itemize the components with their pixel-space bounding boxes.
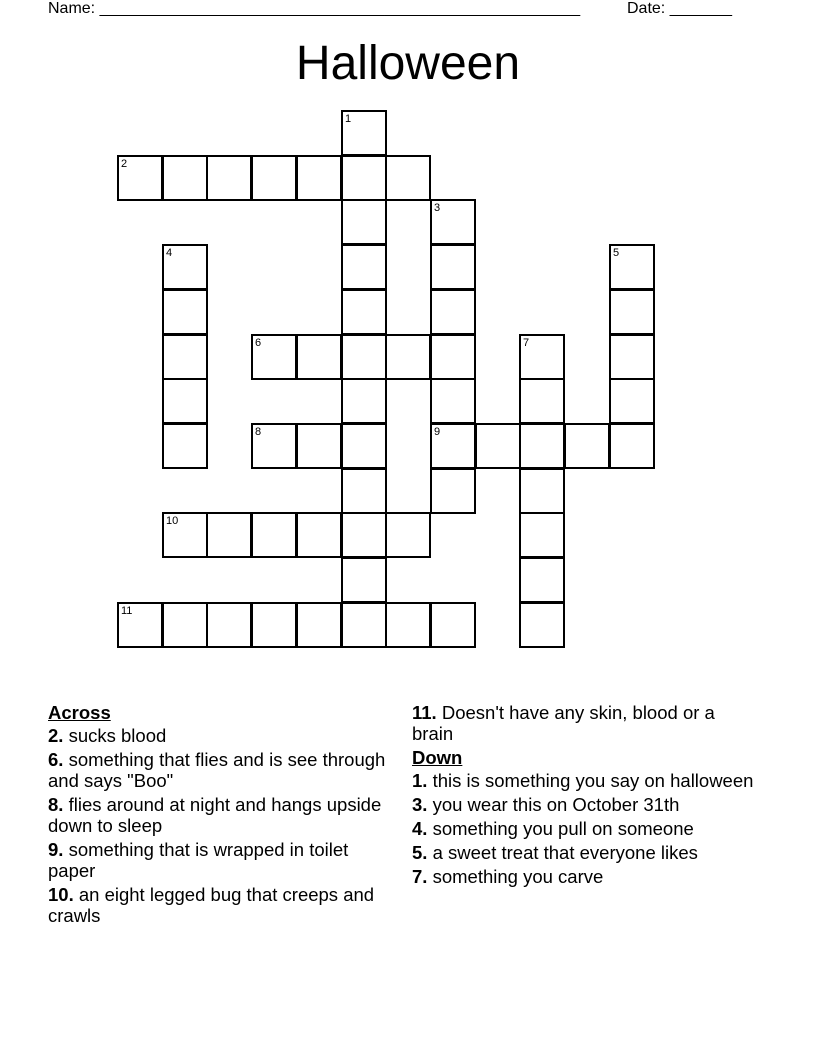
crossword-cell[interactable] [341, 468, 387, 514]
crossword-cell[interactable] [341, 423, 387, 469]
crossword-cell[interactable] [519, 423, 565, 469]
crossword-cell[interactable] [609, 334, 655, 380]
crossword-cell[interactable] [609, 244, 655, 290]
crossword-cell[interactable] [564, 423, 610, 469]
crossword-cell[interactable] [430, 378, 476, 424]
crossword-cell[interactable] [162, 602, 208, 648]
crossword-cell[interactable] [519, 512, 565, 558]
clue-number-label: 11 [121, 605, 133, 617]
crossword-cell[interactable] [206, 155, 252, 201]
crossword-cell[interactable] [206, 602, 252, 648]
clue-text: this is something you say on halloween [427, 770, 754, 791]
crossword-cell[interactable] [296, 334, 342, 380]
clues-column-right [412, 702, 757, 890]
crossword-cell[interactable] [341, 244, 387, 290]
clue-number-label: 4 [166, 247, 173, 259]
clue-number-label: 6 [255, 337, 262, 349]
clue-number: 5. [412, 842, 428, 863]
crossword-cell[interactable] [430, 602, 476, 648]
across-clue [48, 749, 393, 791]
crossword-cell[interactable] [341, 557, 387, 603]
clue-number-label: 10 [166, 515, 179, 527]
clue-number: 11. [412, 702, 437, 723]
clue-number-label: 8 [255, 426, 262, 438]
crossword-cell[interactable] [206, 512, 252, 558]
crossword-cell[interactable] [341, 289, 387, 335]
crossword-cell[interactable] [251, 512, 297, 558]
crossword-cell[interactable] [341, 512, 387, 558]
clue-number: 8. [48, 794, 64, 815]
clue-number-label: 5 [613, 247, 620, 259]
crossword-cell[interactable] [117, 602, 163, 648]
crossword-cell[interactable] [519, 557, 565, 603]
crossword-cell[interactable] [430, 289, 476, 335]
clue-number-label: 7 [523, 337, 530, 349]
crossword-cell[interactable] [341, 378, 387, 424]
across-heading: Across [48, 702, 111, 723]
crossword-cell[interactable] [341, 155, 387, 201]
crossword-cell[interactable] [385, 155, 431, 201]
crossword-cell[interactable] [385, 512, 431, 558]
crossword-cell[interactable] [162, 155, 208, 201]
clue-number: 2. [48, 725, 64, 746]
clue-text: something that is wrapped in toilet paper [48, 839, 349, 881]
clue-text: sucks blood [63, 725, 167, 746]
crossword-cell[interactable] [162, 244, 208, 290]
crossword-cell[interactable] [385, 602, 431, 648]
crossword-cell[interactable] [519, 602, 565, 648]
crossword-cell[interactable] [430, 468, 476, 514]
clue-number: 3. [412, 794, 428, 815]
date-field-label: Date: _______ [627, 0, 732, 17]
crossword-cell[interactable] [475, 423, 521, 469]
down-clue [412, 866, 757, 887]
crossword-cell[interactable] [341, 110, 387, 156]
clue-text: something that flies and is see through and says "Boo" [48, 749, 386, 791]
crossword-cell[interactable] [162, 334, 208, 380]
down-clue [412, 770, 757, 791]
crossword-cell[interactable] [341, 334, 387, 380]
clue-number-label: 2 [121, 158, 128, 170]
clue-text: you wear this on October 31th [427, 794, 680, 815]
crossword-cell[interactable] [296, 512, 342, 558]
crossword-cell[interactable] [609, 423, 655, 469]
crossword-cell[interactable] [430, 423, 476, 469]
crossword-cell[interactable] [385, 334, 431, 380]
crossword-cell[interactable] [430, 244, 476, 290]
clue-number-label: 1 [345, 113, 352, 125]
down-clue [412, 842, 757, 863]
crossword-cell[interactable] [162, 378, 208, 424]
crossword-cell[interactable] [609, 289, 655, 335]
down-clue [412, 794, 757, 815]
clue-number-label: 9 [434, 426, 441, 438]
across-clue [48, 884, 393, 926]
clue-number: 7. [412, 866, 428, 887]
crossword-cell[interactable] [296, 602, 342, 648]
across-clue [48, 725, 393, 746]
across-clue [412, 702, 757, 744]
crossword-cell[interactable] [251, 423, 297, 469]
clue-number: 9. [48, 839, 64, 860]
crossword-cell[interactable] [519, 378, 565, 424]
name-field-label: Name: ______________________________________________________ [48, 0, 581, 17]
crossword-cell[interactable] [430, 334, 476, 380]
clue-number: 10. [48, 884, 74, 905]
crossword-cell[interactable] [162, 512, 208, 558]
crossword-cell[interactable] [251, 334, 297, 380]
crossword-cell[interactable] [519, 334, 565, 380]
crossword-cell[interactable] [162, 423, 208, 469]
crossword-cell[interactable] [251, 602, 297, 648]
clue-text: Doesn't have any skin, blood or a brain [412, 702, 715, 744]
crossword-cell[interactable] [296, 155, 342, 201]
crossword-cell[interactable] [341, 602, 387, 648]
crossword-cell[interactable] [296, 423, 342, 469]
clue-text: something you pull on someone [427, 818, 694, 839]
clue-text: an eight legged bug that creeps and crawls [48, 884, 375, 926]
crossword-cell[interactable] [117, 155, 163, 201]
crossword-cell[interactable] [251, 155, 297, 201]
across-clue [48, 839, 393, 881]
crossword-cell[interactable] [162, 289, 208, 335]
crossword-cell[interactable] [341, 199, 387, 245]
clue-text: something you carve [427, 866, 604, 887]
down-clue [412, 818, 757, 839]
across-clue [48, 794, 393, 836]
down-heading: Down [412, 747, 463, 768]
clue-number: 1. [412, 770, 428, 791]
crossword-cell[interactable] [430, 199, 476, 245]
clue-text: flies around at night and hangs upside down to sleep [48, 794, 382, 836]
crossword-cell[interactable] [519, 468, 565, 514]
clue-number-label: 3 [434, 202, 441, 214]
clue-number: 4. [412, 818, 428, 839]
clue-number: 6. [48, 749, 64, 770]
clue-text: a sweet treat that everyone likes [427, 842, 698, 863]
page-title: Halloween [295, 37, 521, 90]
clues-column-left [48, 702, 393, 929]
crossword-cell[interactable] [609, 378, 655, 424]
